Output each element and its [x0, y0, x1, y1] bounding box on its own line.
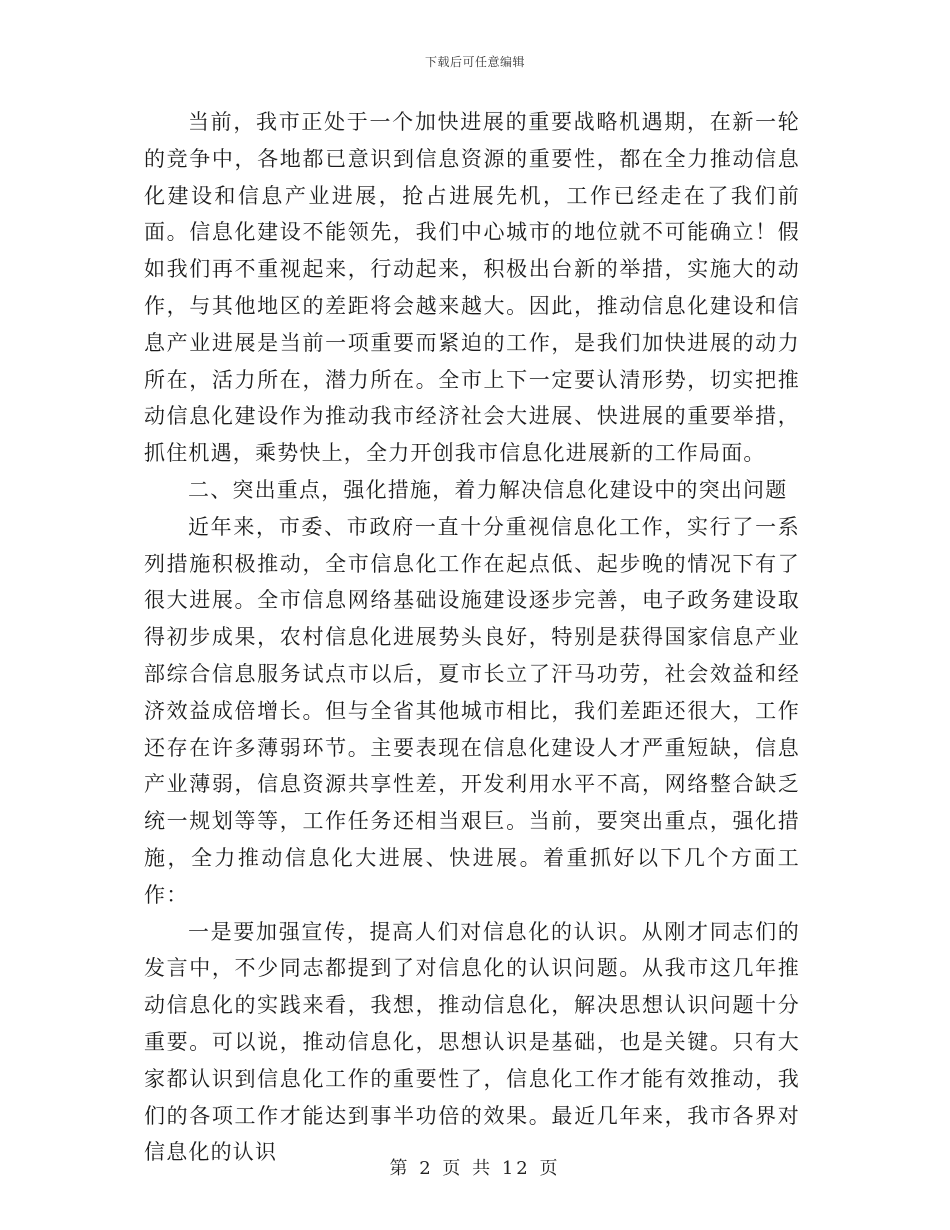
paragraph-point-one: 一是要加强宣传，提高人们对信息化的认识。从刚才同志们的发言中，不少同志都提到了对信息化的认识问题。从我市这几年推动信息化的实践来看，我想，推动信息化，解决思想认识问题十分重要。可以说，推动信息化，思想认识是基础，也是关键。只有大家都认识到信息化工作的重要性了，信息化工作才能有效推动，我们的各项工作才能达到事半功倍的效果。最近几年来，我市各界对信息化的认识 [144, 919, 800, 1165]
paragraph-current-situation: 当前，我市正处于一个加快进展的重要战略机遇期，在新一轮的竞争中，各地都已意识到信息资源的重要性，都在全力推动信息化建设和信息产业进展，抢占进展先机，工作已经走在了我们前面。信息化建设不能领先，我们中心城市的地位就不可能确立！假如我们再不重视起来，行动起来，积极出台新的举措，实施大的动作，与其他地区的差距将会越来越大。因此，推动信息化建设和信息产业进展是当前一项重要而紧迫的工作，是我们加快进展的动力所在，活力所在，潜力所在。全市上下一定要认清形势，切实把推动信息化建设作为推动我市经济社会大进展、快进展的重要举措，抓住机遇，乘势快上，全力开创我市信息化进展新的工作局面。 [144, 110, 800, 466]
page-number-footer: 第 2 页 共 12 页 [389, 1158, 561, 1179]
document-body [144, 104, 800, 1171]
paragraph-recent-years: 近年来，市委、市政府一直十分重视信息化工作，实行了一系列措施积极推动，全市信息化工作在起点低、起步晚的情况下有了很大进展。全市信息网络基础设施建设逐步完善，电子政务建设取得初步成果，农村信息化进展势头良好，特别是获得国家信息产业部综合信息服务试点市以后，夏市长立了汗马功劳，社会效益和经济效益成倍增长。但与全省其他城市相比，我们差距还很大，工作还存在许多薄弱环节。主要表现在信息化建设人才严重短缺，信息产业薄弱，信息资源共享性差，开发利用水平不高，网络整合缺乏统一规划等等，工作任务还相当艰巨。当前，要突出重点，强化措施，全力推动信息化大进展、快进展。着重抓好以下几个方面工作： [144, 514, 800, 907]
page-header-note: 下载后可任意编辑 [424, 55, 525, 69]
section-heading-2: 二、突出重点，强化措施，着力解决信息化建设中的突出问题 [188, 477, 788, 502]
